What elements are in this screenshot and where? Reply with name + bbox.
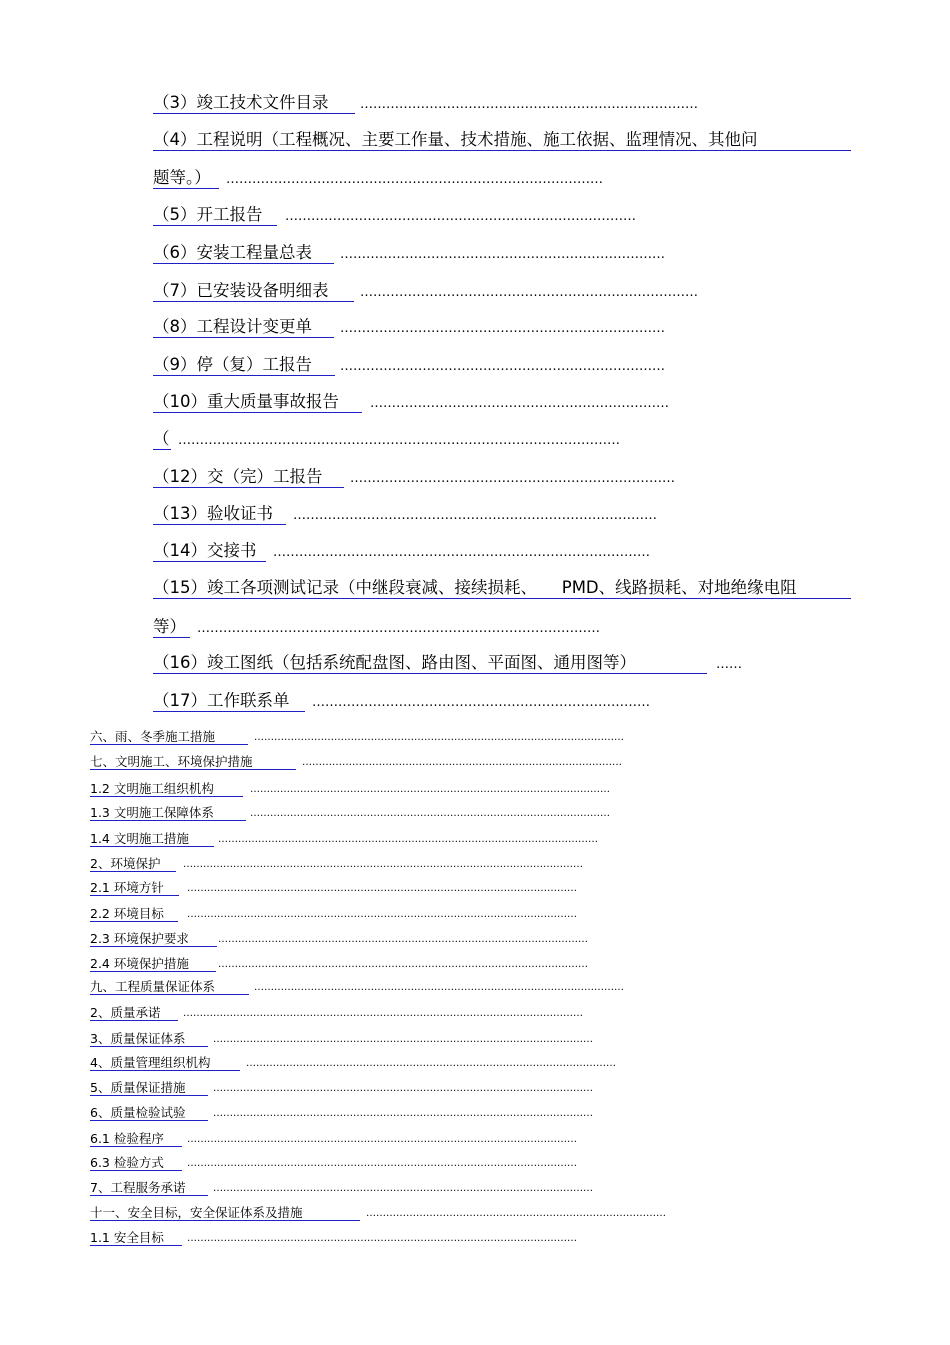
toc-entry-title[interactable]: 六、雨、冬季施工措施 <box>90 729 248 745</box>
toc-entry-title[interactable]: 5、质量保证措施 <box>90 1080 208 1096</box>
toc-entry-title[interactable]: （16）竣工图纸（包括系统配盘图、路由图、平面图、通用图等） <box>153 653 707 674</box>
toc-entry-title[interactable]: 十一、安全目标，安全保证体系及措施 <box>90 1205 360 1221</box>
toc-entry-title[interactable]: （14）交接书 <box>153 541 266 562</box>
toc-entry-title[interactable]: （8）工程设计变更单 <box>153 317 334 338</box>
toc-entry-title[interactable]: （ <box>153 429 170 448</box>
toc_major-entry[interactable] <box>153 691 650 713</box>
toc_minor-entry[interactable] <box>90 1105 593 1122</box>
toc_major-entry[interactable] <box>153 205 636 227</box>
toc_minor-entry[interactable] <box>90 1131 577 1148</box>
toc-entry-title[interactable]: 九、工程质量保证体系 <box>90 979 249 995</box>
toc-leader-dots: ……………………………………………………………………………………………… <box>250 808 610 819</box>
toc-entry-title[interactable]: （12）交（完）工报告 <box>153 467 344 488</box>
toc-entry-title[interactable]: 3、质量保证体系 <box>90 1031 208 1047</box>
toc_minor-entry[interactable] <box>90 1080 593 1097</box>
toc_major-entry[interactable] <box>153 392 669 414</box>
toc_minor-entry[interactable] <box>90 831 598 848</box>
toc-leader-dots: …… <box>716 657 742 672</box>
toc_major-entry[interactable] <box>153 281 698 303</box>
toc-leader-dots: ………………………………………………………………………… <box>293 508 657 523</box>
toc_minor-entry[interactable] <box>90 1005 583 1022</box>
toc_minor-entry[interactable] <box>90 729 624 746</box>
toc-leader-dots: ………………………………………………………………………………………………………… <box>183 1008 583 1019</box>
toc-entry-title[interactable]: 2.4 环境保护措施 <box>90 956 216 972</box>
toc-leader-dots: …………………………………………………………………………… <box>226 172 603 187</box>
toc-leader-dots: ………………………………………………………………………………………………… <box>246 1058 616 1069</box>
toc-leader-dots: …………………………………………………………………………………………………… <box>213 1034 593 1045</box>
toc-entry-title[interactable]: 题等。） <box>153 168 219 189</box>
toc-entry-title[interactable]: 2、质量承诺 <box>90 1005 178 1021</box>
toc-entry-title[interactable]: 等） <box>153 617 190 638</box>
toc_major-entry[interactable] <box>153 168 603 190</box>
toc-entry-title[interactable]: 1.2 文明施工组织机构 <box>90 781 243 797</box>
toc_major-entry[interactable] <box>153 317 665 339</box>
toc_minor-entry[interactable] <box>90 931 588 948</box>
toc-leader-dots: ………………………………………………………………………………………………… <box>254 982 624 993</box>
toc-entry-title[interactable]: 4、质量管理组织机构 <box>90 1055 240 1071</box>
toc-entry-title[interactable]: （9）停（复）工报告 <box>153 355 335 376</box>
toc-leader-dots: ……………………………………………………………………………………………………… <box>187 883 577 894</box>
toc-leader-dots: ………………………………………………………………………………………………… <box>218 959 588 970</box>
toc-entry-title[interactable]: 七、文明施工、环境保护措施 <box>90 754 296 770</box>
toc-leader-dots: ……………………………………………………………………………………………………… <box>187 909 577 920</box>
toc_major-entry[interactable] <box>153 429 620 451</box>
toc-leader-dots: …………………………………………………………………… <box>360 97 698 112</box>
toc-entry-title[interactable]: （7）已安装设备明细表 <box>153 281 354 302</box>
toc_minor-entry[interactable] <box>90 754 622 771</box>
toc-entry-title[interactable]: （3）竣工技术文件目录 <box>153 93 355 114</box>
toc-leader-dots: …………………………………………………………………………… <box>273 545 650 560</box>
toc_minor-entry[interactable] <box>90 781 610 798</box>
toc-entry-title[interactable]: （10）重大质量事故报告 <box>153 392 362 413</box>
toc-leader-dots: ………………………………………………………………………………………………………… <box>183 859 583 870</box>
toc-leader-dots: ……………………………………………………………………………… <box>366 1208 666 1219</box>
toc-entry-title[interactable]: （15）竣工各项测试记录（中继段衰减、接续损耗、 PMD、线路损耗、对地绝缘电阻 <box>153 578 851 599</box>
toc-entry-title[interactable]: （6）安装工程量总表 <box>153 243 334 264</box>
toc-leader-dots: ………………………………………………………………… <box>340 247 665 262</box>
toc-entry-title[interactable]: 2.3 环境保护要求 <box>90 931 217 947</box>
toc_minor-entry[interactable] <box>90 805 610 822</box>
toc-entry-title[interactable]: （5）开工报告 <box>153 205 277 226</box>
toc-entry-title[interactable]: 6.1 检验程序 <box>90 1131 182 1147</box>
toc-leader-dots: …………………………………………………………………………………………………… <box>218 834 598 845</box>
toc-leader-dots: ………………………………………………………………………………………… <box>178 433 620 448</box>
toc_minor-entry[interactable] <box>90 1180 593 1197</box>
toc_major-entry[interactable] <box>153 130 851 152</box>
toc_minor-entry[interactable] <box>90 979 624 996</box>
toc_minor-entry[interactable] <box>90 1055 616 1072</box>
toc_major-entry[interactable] <box>153 653 742 675</box>
toc-entry-title[interactable]: 6.3 检验方式 <box>90 1155 182 1171</box>
toc-entry-title[interactable]: 1.3 文明施工保障体系 <box>90 805 246 821</box>
toc-entry-title[interactable]: 1.4 文明施工措施 <box>90 831 214 847</box>
toc_major-entry[interactable] <box>153 93 698 115</box>
toc-entry-title[interactable]: 1.1 安全目标 <box>90 1230 182 1246</box>
toc-entry-title[interactable]: （13）验收证书 <box>153 504 286 525</box>
toc-entry-title[interactable]: 2、环境保护 <box>90 856 176 872</box>
toc-leader-dots: ……………………………………………………………………………………………… <box>250 784 610 795</box>
toc-entry-title[interactable]: 7、工程服务承诺 <box>90 1180 208 1196</box>
toc_minor-entry[interactable] <box>90 956 588 973</box>
toc-leader-dots: …………………………………………………………………………………………………… <box>213 1183 593 1194</box>
toc-leader-dots: ……………………………………………………………………………………………………… <box>187 1233 577 1244</box>
toc_minor-entry[interactable] <box>90 906 577 923</box>
toc_minor-entry[interactable] <box>90 1205 666 1222</box>
toc-entry-title[interactable]: 2.1 环境方针 <box>90 880 179 896</box>
toc-entry-title[interactable]: 2.2 环境目标 <box>90 906 178 922</box>
toc-entry-title[interactable]: （4）工程说明（工程概况、主要工作量、技术措施、施工依据、监理情况、其他问 <box>153 130 851 151</box>
toc_major-entry[interactable] <box>153 243 665 265</box>
toc_minor-entry[interactable] <box>90 856 583 873</box>
toc-leader-dots: ………………………………………………………………………………………………… <box>254 732 624 743</box>
toc-entry-title[interactable]: （17）工作联系单 <box>153 691 305 712</box>
toc-leader-dots: ………………………………………………………………… <box>340 321 665 336</box>
toc-entry-title[interactable]: 6、质量检验试验 <box>90 1105 208 1121</box>
toc-leader-dots: …………………………………………………………………………………… <box>302 757 622 768</box>
toc-leader-dots: ……………………………………………………………………… <box>285 209 636 224</box>
toc-leader-dots: ………………………………………………………………………………………………… <box>218 934 588 945</box>
toc-leader-dots: …………………………………………………………………… <box>360 285 698 300</box>
toc-leader-dots: ………………………………………………………………… <box>340 359 665 374</box>
toc_major-entry[interactable] <box>153 355 665 377</box>
toc_minor-entry[interactable] <box>90 880 577 897</box>
toc-leader-dots: …………………………………………………………… <box>370 396 669 411</box>
toc_minor-entry[interactable] <box>90 1230 577 1247</box>
toc_major-entry[interactable] <box>153 504 657 526</box>
toc-leader-dots: ………………………………………………………………………………… <box>197 621 600 636</box>
toc_minor-entry[interactable] <box>90 1031 593 1048</box>
toc-leader-dots: ……………………………………………………………………………………………………… <box>187 1134 577 1145</box>
toc-leader-dots: …………………………………………………………………………………………………… <box>213 1108 593 1119</box>
toc_major-entry[interactable] <box>153 578 851 600</box>
toc-leader-dots: …………………………………………………………………… <box>312 695 650 710</box>
toc-leader-dots: ……………………………………………………………………………………………………… <box>187 1158 577 1169</box>
toc-leader-dots: …………………………………………………………………………………………………… <box>213 1083 593 1094</box>
toc_major-entry[interactable] <box>153 467 675 489</box>
toc_major-entry[interactable] <box>153 541 650 563</box>
toc_major-entry[interactable] <box>153 617 600 639</box>
toc-leader-dots: ………………………………………………………………… <box>350 471 675 486</box>
toc_minor-entry[interactable] <box>90 1155 577 1172</box>
